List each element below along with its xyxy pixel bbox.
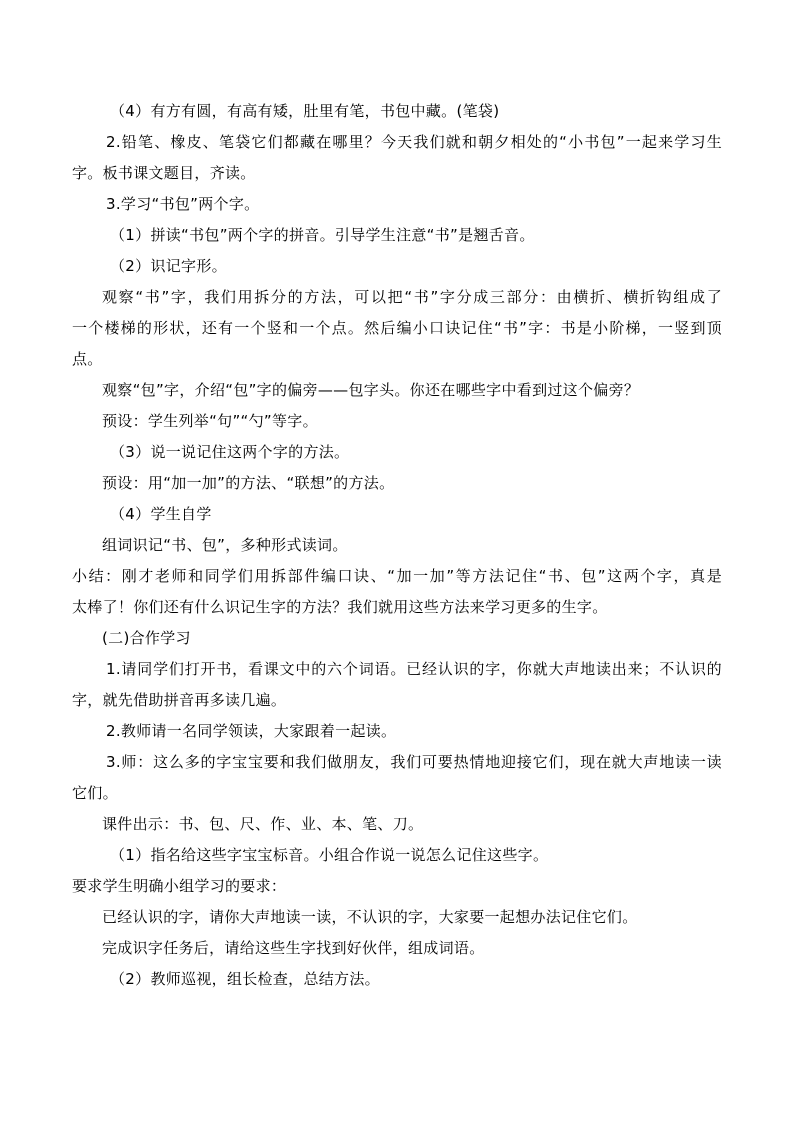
text-line: （1）拼读“书包”两个字的拼音。引导学生注意“书”是翘舌音。: [110, 226, 535, 244]
text-line: 观察“书”字，我们用拆分的方法，可以把“书”字分成三部分：由横折、横折钩组成了: [102, 288, 722, 306]
text-line: 已经认识的字，请你大声地读一读，不认识的字，大家要一起想办法记住它们。: [102, 908, 638, 926]
text-line: 要求学生明确小组学习的要求：: [72, 877, 287, 895]
text-line: 2.铅笔、橡皮、笔袋它们都藏在哪里？今天我们就和朝夕相处的“小书包”一起来学习生: [106, 133, 722, 151]
text-line: 1.请同学们打开书，看课文中的六个词语。已经认识的字，你就大声地读出来；不认识的: [106, 660, 722, 678]
text-line: （2）识记字形。: [110, 257, 227, 275]
text-line: 一个楼梯的形状，还有一个竖和一个点。然后编小口诀记住“书”字：书是小阶梯，一竖到顶: [72, 319, 722, 337]
text-line: 2.教师请一名同学领读，大家跟着一起读。: [106, 722, 397, 740]
document-body: [72, 96, 722, 995]
text-line: 字，就先借助拼音再多读几遍。: [72, 691, 287, 709]
text-line: （4）有方有圆，有高有矮，肚里有笔，书包中藏。(笔袋): [110, 102, 500, 120]
text-line: 课件出示：书、包、尺、作、业、本、笔、刀。: [102, 815, 424, 833]
text-line: 3.学习“书包”两个字。: [106, 195, 260, 213]
text-line: 它们。: [72, 784, 118, 802]
text-line: （1）指名给这些字宝宝标音。小组合作说一说怎么记住这些字。: [110, 846, 549, 864]
text-line: 太棒了！你们还有什么识记生字的方法？我们就用这些方法来学习更多的生字。: [72, 598, 608, 616]
text-line: 预设：用“加一加”的方法、“联想”的方法。: [102, 474, 395, 492]
text-line: （2）教师巡视，组长检查，总结方法。: [110, 970, 380, 988]
text-line: （3）说一说记住这两个字的方法。: [110, 443, 350, 461]
section-heading: (二)合作学习: [102, 629, 191, 647]
text-line: 观察“包”字，介绍“包”字的偏旁——包字头。你还在哪些字中看到过这个偏旁？: [102, 381, 640, 399]
text-line: 小结：刚才老师和同学们用拆部件编口诀、“加一加”等方法记住“书、包”这两个字，真是: [72, 567, 722, 585]
text-line: 预设：学生列举“句”“勺”等字。: [102, 412, 318, 430]
text-line: 3.师：这么多的字宝宝要和我们做朋友，我们可要热情地迎接它们，现在就大声地读一读: [106, 753, 722, 771]
text-line: 字。板书课文题目，齐读。: [72, 164, 256, 182]
text-line: （4）学生自学: [110, 505, 212, 523]
text-line: 完成识字任务后，请给这些生字找到好伙伴，组成词语。: [102, 939, 485, 957]
text-line: 组词识记“书、包”，多种形式读词。: [102, 536, 348, 554]
text-line: 点。: [72, 350, 103, 368]
